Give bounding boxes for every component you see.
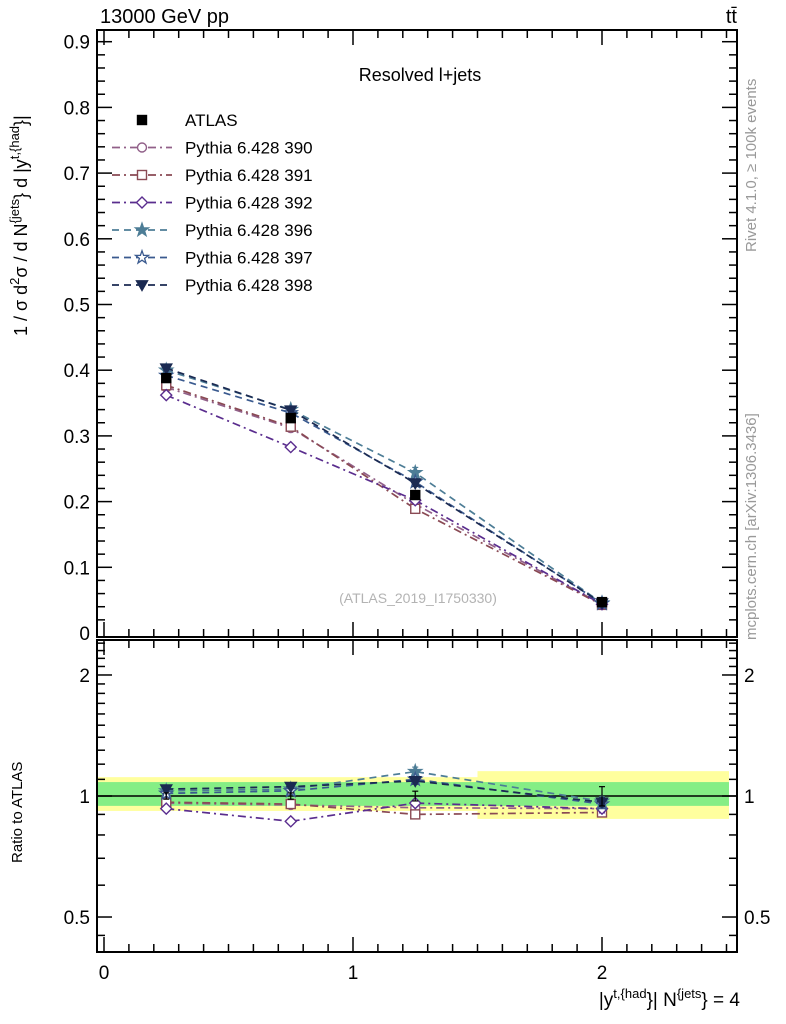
mcplots-citation-note: mcplots.cern.ch [arXiv:1306.3436]: [743, 413, 760, 640]
main-y-tick-label: 0.8: [63, 98, 90, 120]
x-tick-label: 1: [347, 963, 359, 984]
series-pythia-6-428-398: [161, 364, 608, 808]
legend-item: [112, 249, 313, 268]
legend-label: Pythia 6.428 392: [185, 193, 313, 213]
main-y-tick-label: 0.3: [63, 426, 90, 448]
beam-energy-title: 13000 GeV pp: [100, 6, 229, 28]
legend-item: [112, 166, 313, 185]
generated-plot: [7, 30, 770, 1011]
legend-label: Pythia 6.428 396: [185, 221, 313, 240]
main-y-tick-label: 0.9: [63, 32, 90, 54]
ratio-y-tick-label: 1: [79, 787, 90, 808]
x-axis-label: $|y^{t,\{had}\}|$ $N^{\{jets}\} = 4$: [598, 986, 740, 1011]
main-y-axis-label: 1 / σ $d^2\sigma$ / d $N^{\{jets}$} d $|y^{t,\{had}\}|$: [7, 115, 31, 336]
rivet-version-note: Rivet 4.1.0, ≥ 100k events: [743, 78, 760, 252]
ratio-axis-label: Ratio to ATLAS: [9, 761, 26, 863]
subtitle: Resolved l+jets: [358, 65, 482, 85]
main-y-tick-label: 0.5: [63, 295, 90, 317]
ratio-y-tick-label: 2: [79, 665, 90, 687]
watermark: (ATLAS_2019_I1750330): [339, 590, 497, 606]
ratio-y-tick-label-right: 0.5: [744, 908, 771, 930]
legend-label: ATLAS: [185, 111, 238, 130]
series-pythia-6-428-396: [160, 363, 609, 806]
legend-label: Pythia 6.428 391: [185, 166, 313, 185]
legend-item: [112, 221, 313, 240]
main-y-tick-label: 0: [79, 624, 90, 645]
legend-label: Pythia 6.428 398: [185, 276, 313, 295]
main-y-tick-label: 0.2: [63, 492, 90, 514]
main-y-tick-label: 0.1: [63, 558, 90, 580]
ratio-y-tick-label-right: 1: [744, 787, 755, 808]
main-y-tick-label: 0.7: [63, 164, 90, 186]
legend-label: Pythia 6.428 397: [185, 248, 313, 268]
series-pythia-6-428-392: [161, 390, 608, 827]
x-tick-label: 0: [98, 963, 110, 984]
x-tick-label: 2: [596, 963, 608, 984]
axis-tick-labels: [7, 33, 770, 1011]
legend-item: [112, 194, 313, 213]
legend-item: [138, 111, 238, 130]
legend-item: [112, 139, 313, 158]
ratio-y-tick-label-right: 2: [744, 665, 755, 687]
ratio-y-tick-label: 0.5: [63, 908, 90, 930]
legend-item: [112, 276, 313, 295]
main-y-tick-label: 0.4: [63, 361, 90, 383]
process-title: tt̄: [725, 6, 737, 28]
legend: [112, 111, 313, 295]
legend-label: Pythia 6.428 390: [185, 138, 313, 158]
main-y-tick-label: 0.6: [63, 229, 90, 251]
